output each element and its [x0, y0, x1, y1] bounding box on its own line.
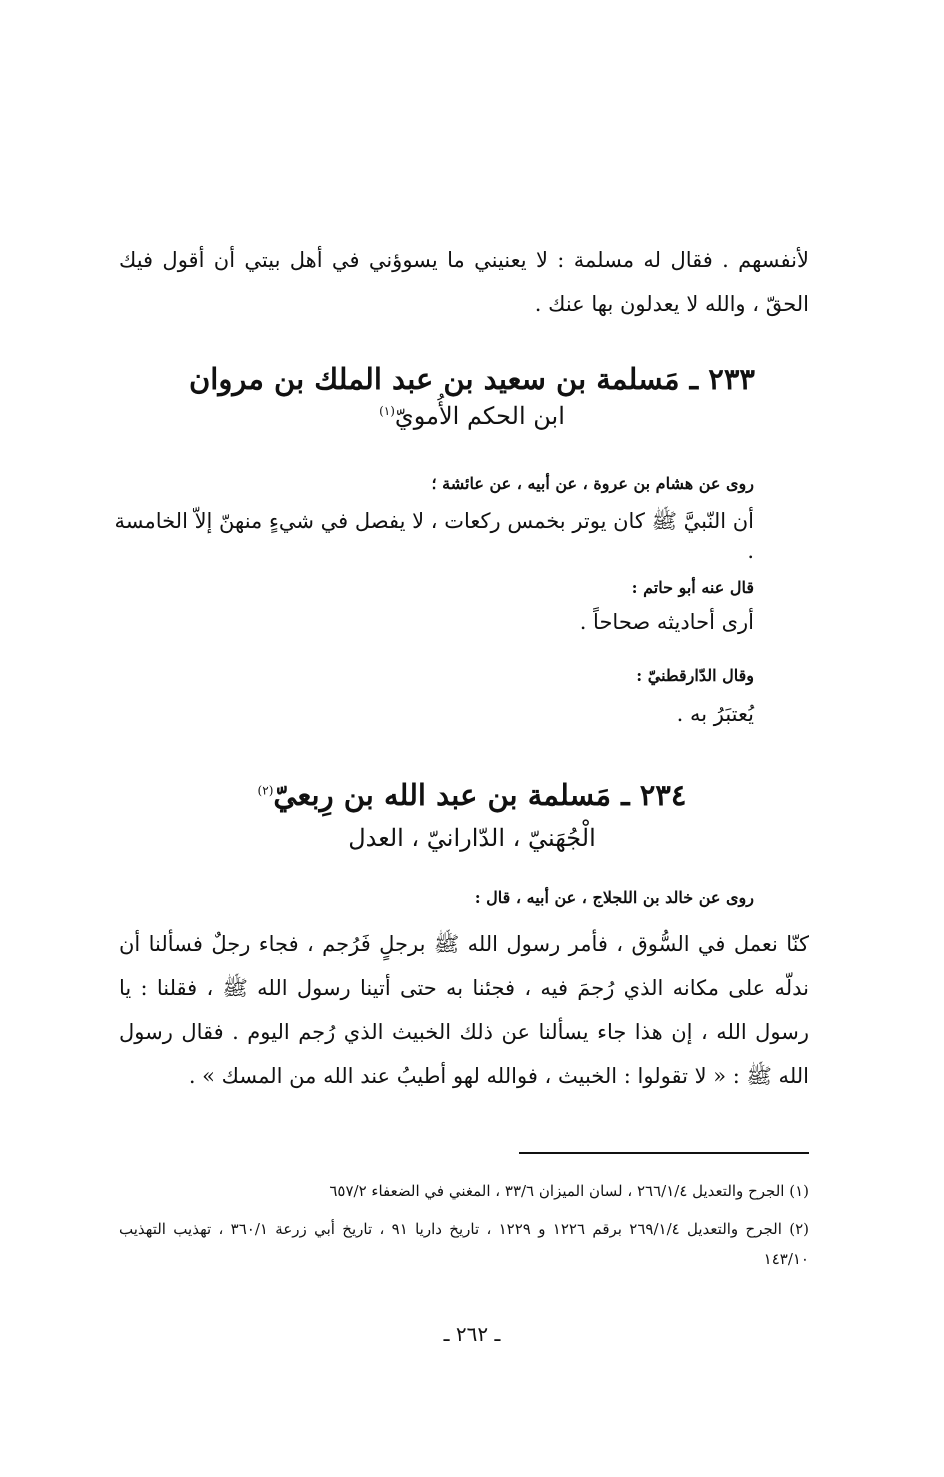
entry-234-hadith: كنّا نعمل في السُّوق ، فأمر رسول الله ﷺ برجلٍ فَرُجم ، فجاء رجلٌ فسألنا أن ندلّه على مكانه الذي رُجمَ فيه ، فجئنا به حتى أتينا رسول الله ﷺ ، فقلنا : يا رسول الله ، إن هذا جاء يسألنا عن ذلك الخبيث الذي رُجم اليوم . فقال رسول الله ﷺ : « لا تقولوا : الخبيث ، فوالله لهو أطيبُ عند الله من المسك » . — [119, 932, 809, 1088]
entry-234-narration-label: روى عن خالد بن اللجلاج ، عن أبيه ، قال : — [474, 888, 754, 907]
entry-233-title: ٢٣٣ ـ مَسلمة بن سعيد بن عبد الملك بن مروان — [189, 362, 755, 396]
abu-hatim-label: قال عنه أبو حاتم : — [631, 578, 754, 597]
intro-paragraph: لأنفسهم . فقال له مسلمة : لا يعنيني ما يسوؤني في أهل بيتي أن أقول فيك الحقّ ، والله لا يعدلون بها عنك . — [119, 248, 809, 316]
footnote-marker-1: (١) — [379, 404, 395, 418]
entry-233-subtitle — [0, 402, 944, 430]
entry-233-subtitle-text: ابن الحكم الأُمويّ — [394, 402, 565, 430]
page-number: ـ ٢٦٢ ـ — [443, 1322, 501, 1346]
entry-233-narration-label: روى عن هشام بن عروة ، عن أبيه ، عن عائشة ؛ — [431, 474, 754, 493]
footnote-divider — [519, 1152, 809, 1154]
entry-233-narration: أن النّبيَّ ﷺ كان يوتر بخمس ركعات ، لا يفصل في شيءٍ منهنّ إلاّ الخامسة . — [114, 509, 754, 563]
footnote-marker-2: (٢) — [257, 783, 274, 798]
abu-hatim-text: أرى أحاديثه صحاحاً . — [579, 610, 754, 634]
daraqutni-label: وقال الدّارقطنيّ : — [636, 666, 754, 685]
entry-234-title-text: ٢٣٤ ـ مَسلمة بن عبد الله بن رِبعيّ — [273, 778, 687, 812]
entry-234-subtitle: الْجُهَنيّ ، الدّارانيّ ، العدل — [348, 824, 596, 852]
footnote-1: (١) الجرح والتعديل ٢٦٦/١/٤ ، لسان الميزان ٣٣/٦ ، المغني في الضعفاء ٦٥٧/٢ — [329, 1182, 809, 1200]
footnote-2: (٢) الجرح والتعديل ٢٦٩/١/٤ برقم ١٢٢٦ و ١٢٢٩ ، تاريخ داريا ٩١ ، تاريخ أبي زرعة ٣٦٠/١ ، تهذيب التهذيب ١٤٣/١٠ — [119, 1220, 809, 1268]
entry-234-title — [0, 778, 944, 812]
daraqutni-text: يُعتبَرُ به . — [676, 702, 754, 726]
